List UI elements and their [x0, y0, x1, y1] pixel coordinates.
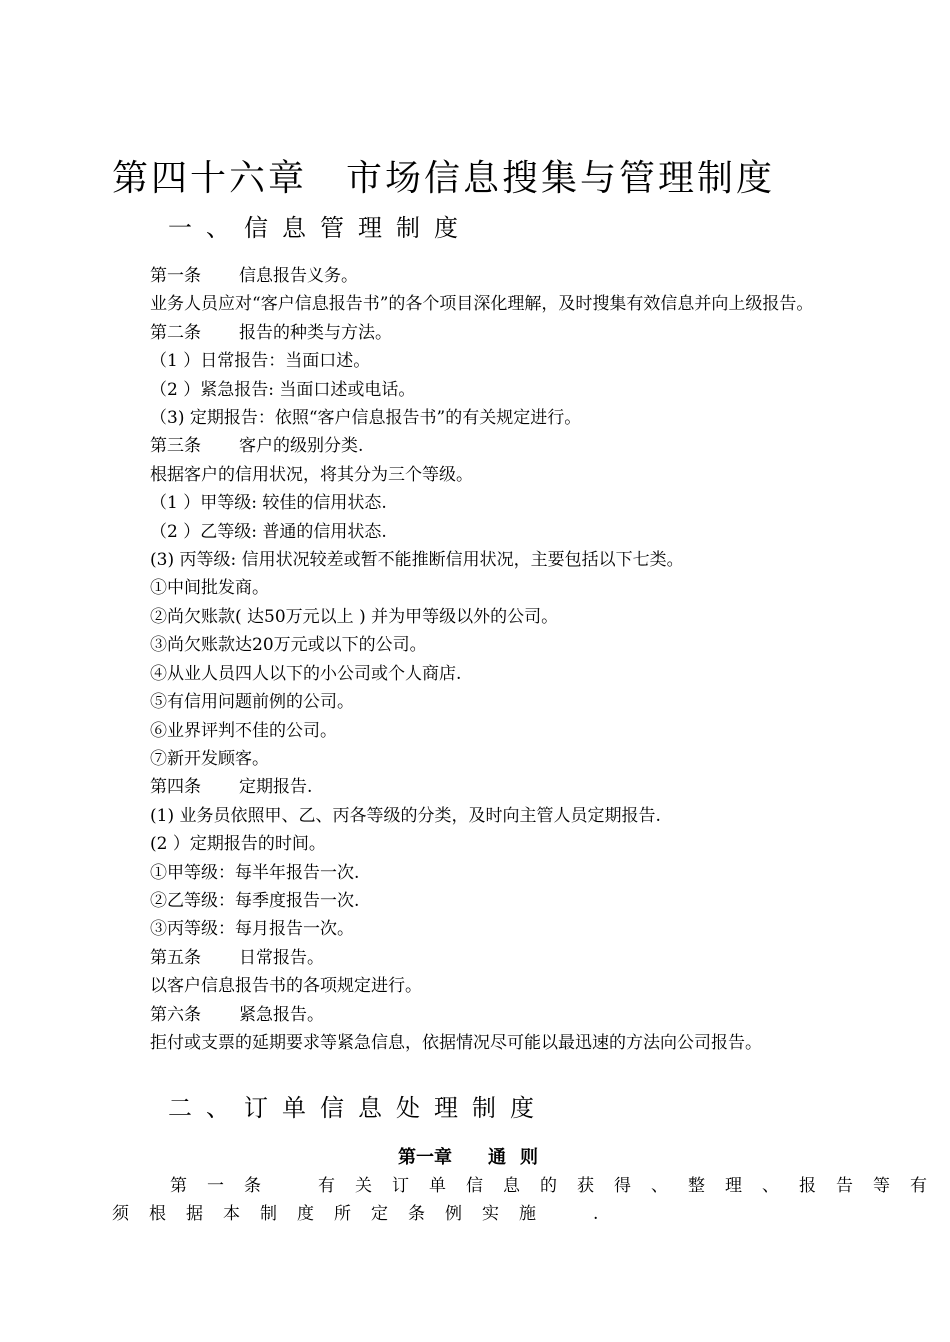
list-item: (1) 业务员依照甲、乙、丙各等级的分类，及时向主管人员定期报告. — [150, 805, 661, 826]
sub-list-item: ①甲等级：每半年报告一次. — [150, 862, 360, 883]
section-heading-info-management: 一、信息管理制度 — [168, 214, 472, 242]
list-item: （3) 定期报告：依照“客户信息报告书”的有关规定进行。 — [150, 408, 582, 429]
article-heading: 第五条 日常报告。 — [150, 947, 324, 968]
article-heading: 第二条 报告的种类与方法。 — [150, 322, 392, 343]
sub-list-item: ②乙等级：每季度报告一次. — [150, 890, 360, 911]
list-item: （2 ）紧急报告: 当面口述或电话。 — [150, 379, 416, 400]
list-item: (2 ）定期报告的时间。 — [150, 834, 326, 855]
article-line: 第一条 有关订单信息的获得、整理、报告等有 — [170, 1176, 947, 1196]
chapter-title: 通则 — [488, 1147, 552, 1168]
sub-list-item: ③丙等级：每月报告一次。 — [150, 919, 354, 940]
sub-list-item: ③尚欠账款达20万元或以下的公司。 — [150, 635, 427, 656]
chapter-heading — [0, 1145, 950, 1171]
section-heading-order-info: 二、订单信息处理制度 — [168, 1094, 548, 1122]
section-body-info-management — [112, 262, 852, 1057]
sub-list-item: ④从业人员四人以下的小公司或个人商店. — [150, 663, 462, 684]
sub-list-item: ⑥业界评判不佳的公司。 — [150, 720, 337, 741]
article-body: 业务人员应对“客户信息报告书”的各个项目深化理解，及时搜集有效信息并向上级报告。 — [150, 294, 814, 315]
chapter-article — [112, 1172, 950, 1228]
sub-list-item: ⑤有信用问题前例的公司。 — [150, 692, 354, 713]
article-line: 须根据本制度所定条例实施 . — [112, 1204, 619, 1224]
sub-list-item: ⑦新开发顾客。 — [150, 748, 269, 769]
list-item: （2 ）乙等级: 普通的信用状态. — [150, 521, 387, 542]
article-heading: 第六条 紧急报告。 — [150, 1004, 324, 1025]
list-item: （1 ）甲等级: 较佳的信用状态. — [150, 493, 387, 514]
chapter-label: 第一章 — [398, 1147, 452, 1168]
list-item: (3) 丙等级: 信用状况较差或暂不能推断信用状况，主要包括以下七类。 — [150, 550, 684, 571]
article-heading: 第三条 客户的级别分类. — [150, 436, 364, 457]
list-item: （1 ）日常报告：当面口述。 — [150, 351, 371, 372]
sub-list-item: ①中间批发商。 — [150, 578, 269, 599]
article-heading: 第四条 定期报告. — [150, 777, 313, 798]
page-title: 第四十六章 市场信息搜集与管理制度 — [112, 158, 776, 199]
article-body: 根据客户的信用状况，将其分为三个等级。 — [150, 464, 473, 485]
article-body: 以客户信息报告书的各项规定进行。 — [150, 976, 422, 997]
article-heading: 第一条 信息报告义务。 — [150, 266, 358, 286]
sub-list-item: ②尚欠账款( 达50万元以上 ) 并为甲等级以外的公司。 — [150, 606, 559, 627]
article-body: 拒付或支票的延期要求等紧急信息，依据情况尽可能以最迅速的方法向公司报告。 — [150, 1032, 762, 1053]
